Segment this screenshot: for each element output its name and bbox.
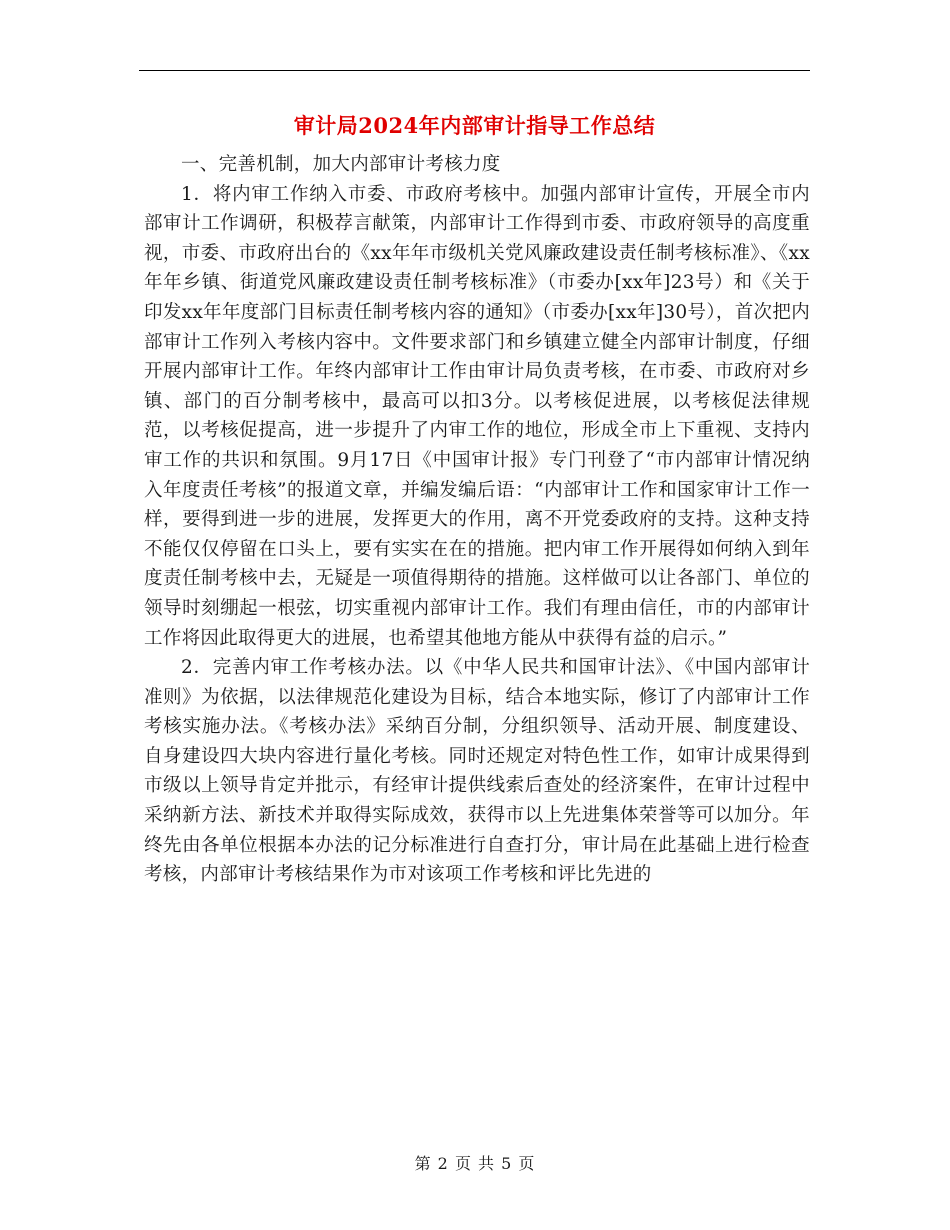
header-rule — [139, 70, 810, 71]
section-heading: 一、完善机制，加大内部审计考核力度 — [181, 154, 501, 175]
body-paragraph: 2．完善内审工作考核办法。以《中华人民共和国审计法》、《中国内部审计准则》为依据，以法律规范化建设为目标，结合本地实际，修订了内部审计工作考核实施办法。《考核办法》采纳百分制，分组织领导、活动开展、制度建设、自身建设四大块内容进行量化考核。同时还规定对特色性工作，如审计成果得到市级以上领导肯定并批示，有经审计提供线索后查处的经济案件，在审计过程中采纳新方法、新技术并取得实际成效，获得市以上先进集体荣誉等可以加分。年终先由各单位根据本办法的记分标准进行自查打分，审计局在此基础上进行检查考核，内部审计考核结果作为市对该项工作考核和评比先进的 — [144, 657, 810, 886]
page-footer: 第 2 页 共 5 页 — [414, 1154, 536, 1173]
document-body — [144, 150, 810, 890]
body-paragraph: 1．将内审工作纳入市委、市政府考核中。加强内部审计宣传，开展全市内部审计工作调研，积极荐言献策，内部审计工作得到市委、市政府领导的高度重视，市委、市政府出台的《xx年年市级机关党风廉政建设责任制考核标准》、《xx年年乡镇、街道党风廉政建设责任制考核标准》（市委办[xx年]23号）和《关于印发xx年年度部门目标责任制考核内容的通知》（市委办[xx年]30号），首次把内部审计工作列入考核内容中。文件要求部门和乡镇建立健全内部审计制度，仔细开展内部审计工作。年终内部审计工作由审计局负责考核，在市委、市政府对乡镇、部门的百分制考核中，最高可以扣3分。以考核促进展，以考核促法律规范，以考核促提高，进一步提升了内审工作的地位，形成全市上下重视、支持内审工作的共识和氛围。9月17日《中国审计报》专门刊登了“市内部审计情况纳入年度责任考核”的报道文章，并编发编后语：“内部审计工作和国家审计工作一样，要得到进一步的进展，发挥更大的作用，离不开党委政府的支持。这种支持不能仅仅停留在口头上，要有实实在在的措施。把内审工作开展得如何纳入到年度责任制考核中去，无疑是一项值得期待的措施。这样做可以让各部门、单位的领导时刻绷起一根弦，切实重视内部审计工作。我们有理由信任，市的内部审计工作将因此取得更大的进展，也希望其他地方能从中获得有益的启示。” — [144, 183, 810, 649]
document-title: 审计局2024年内部审计指导工作总结 — [293, 113, 656, 138]
